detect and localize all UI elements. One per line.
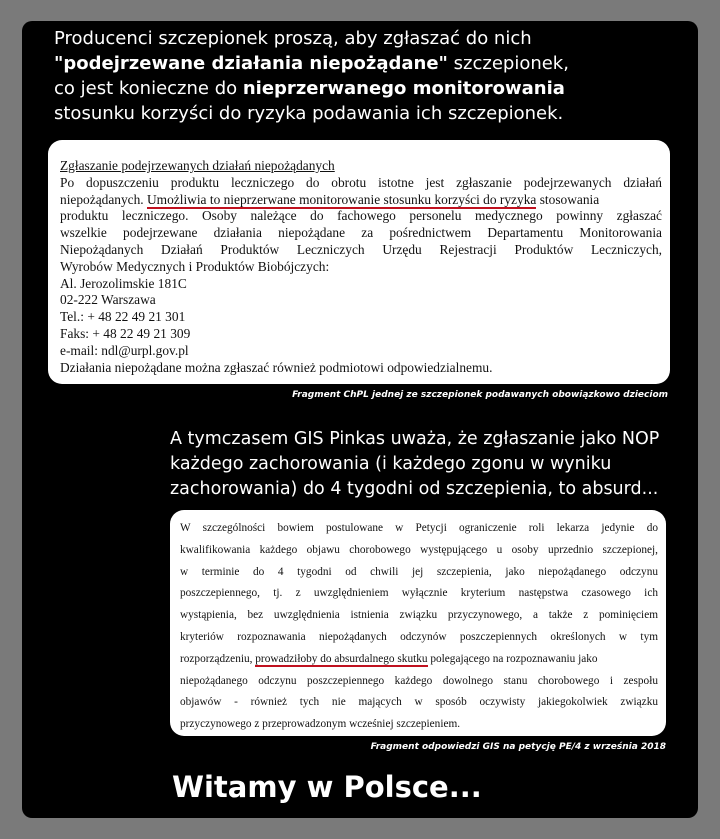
spc-heading: Zgłaszanie podejrzewanych działań niepożądanych <box>60 158 335 173</box>
intro-text <box>54 26 654 126</box>
spc-fragment-card <box>48 140 670 384</box>
spc-line-3: produktu leczniczego. Osoby należące do fachowego personelu medycznego powinny zgłaszać <box>60 208 662 224</box>
spc-last-line: Działania niepożądane można zgłaszać również podmiotowi odpowiedzialnemu. <box>60 359 493 375</box>
gis-line-1: W szczególności bowiem postulowane w Petycji ograniczenie roli lekarza jedynie do <box>180 522 658 534</box>
caption-spc: Fragment ChPL jednej ze szczepionek podawanych obowiązkowo dzieciom <box>292 390 668 400</box>
mid-line-1: A tymczasem GIS Pinkas uważa, że zgłaszanie jako NOP <box>170 429 660 449</box>
spc-line-2-start: niepożądanych. <box>60 191 147 207</box>
gis-line-7-start: rozporządzeniu, <box>180 652 256 665</box>
spc-line-2 <box>60 192 662 209</box>
gis-line-5: wystąpienia, bez uwzględnienia istnienia związku przyczynowego, a także z pominięciem <box>180 609 658 622</box>
spc-line-6: Wyrobów Medycznych i Produktów Biobójczych: <box>60 258 330 274</box>
gis-line-2: kwalifikowania każdego objawu chorobowego występującego u osoby uprzednio szczepionej, <box>180 543 658 556</box>
spc-tel: Tel.: + 48 22 49 21 301 <box>60 309 186 325</box>
spc-line-2-end: stosowania <box>536 191 600 207</box>
spc-line-1: Po dopuszczeniu produktu leczniczego do obrotu istotne jest zgłaszanie podejrzewanych działań <box>60 174 662 190</box>
intro-line-3 <box>54 76 654 101</box>
gis-line-7 <box>180 649 658 671</box>
mid-line-3: zachorowania) do 4 tygodni od szczepienia, to absurd... <box>170 479 659 499</box>
mid-text <box>170 427 680 502</box>
spc-address: Al. Jerozolimskie 181C <box>60 275 187 291</box>
spc-line-4: wszelkie podejrzewane działania niepożądane za pośrednictwem Departamentu Monitorowania <box>60 225 662 241</box>
mid-line-2: każdego zachorowania (i każdego zgonu w wyniku <box>170 454 612 474</box>
gis-line-6: kryteriów rozpoznawania niepożądanych odczynów poszczepiennych określonych w tym <box>180 630 658 643</box>
welcome-title: Witamy w Polsce... <box>172 770 482 804</box>
intro-bold-phrase: "podejrzewane działania niepożądane" <box>54 53 448 74</box>
spc-email: e-mail: ndl@urpl.gov.pl <box>60 342 189 358</box>
spc-line-5: Niepożądanych Działań Produktów Leczniczych Urzędu Rejestracji Produktów Leczniczych, <box>60 241 662 257</box>
intro-line-2 <box>54 51 654 76</box>
intro-line-1: Producenci szczepionek proszą, aby zgłaszać do nich <box>54 28 532 49</box>
gis-highlighted-phrase: prowadziłoby do absurdalnego skutku <box>255 652 428 665</box>
gis-line-7-end: polegającego na rozpoznawaniu jako <box>427 652 598 665</box>
caption-gis: Fragment odpowiedzi GIS na petycję PE/4 z września 2018 <box>370 742 666 752</box>
gis-fragment-card <box>170 510 666 736</box>
gis-line-4: poszczepiennego, tj. z uwzględnieniem wyłącznie kryterium następstwa czasowego ich <box>180 587 658 600</box>
gis-line-3: w terminie do 4 tygodni od chwili jej szczepienia, jako niepożądanego odczynu <box>180 565 658 578</box>
intro-line-4: stosunku korzyści do ryzyka podawania ich szczepionek. <box>54 103 564 124</box>
intro-line-3-start: co jest konieczne do <box>54 78 243 99</box>
intro-line-2-rest: szczepionek, <box>447 53 569 74</box>
gis-line-10: przyczynowego z przeprowadzonym wcześniej szczepieniem. <box>180 718 461 731</box>
spc-fax: Faks: + 48 22 49 21 309 <box>60 325 191 341</box>
intro-bold-monitoring: nieprzerwanego monitorowania <box>242 78 565 99</box>
spc-highlighted-phrase: Umożliwia to nieprzerwane monitorowanie stosunku korzyści do ryzyka <box>147 191 537 207</box>
gis-line-8: niepożądanego odczynu poszczepiennego każdego dowolnego stanu chorobowego i zespołu <box>180 674 658 687</box>
spc-postal: 02-222 Warszawa <box>60 292 156 308</box>
gis-line-9: objawów - również tych nie mających w sposób oczywisty jakiegokolwiek związku <box>180 696 658 709</box>
